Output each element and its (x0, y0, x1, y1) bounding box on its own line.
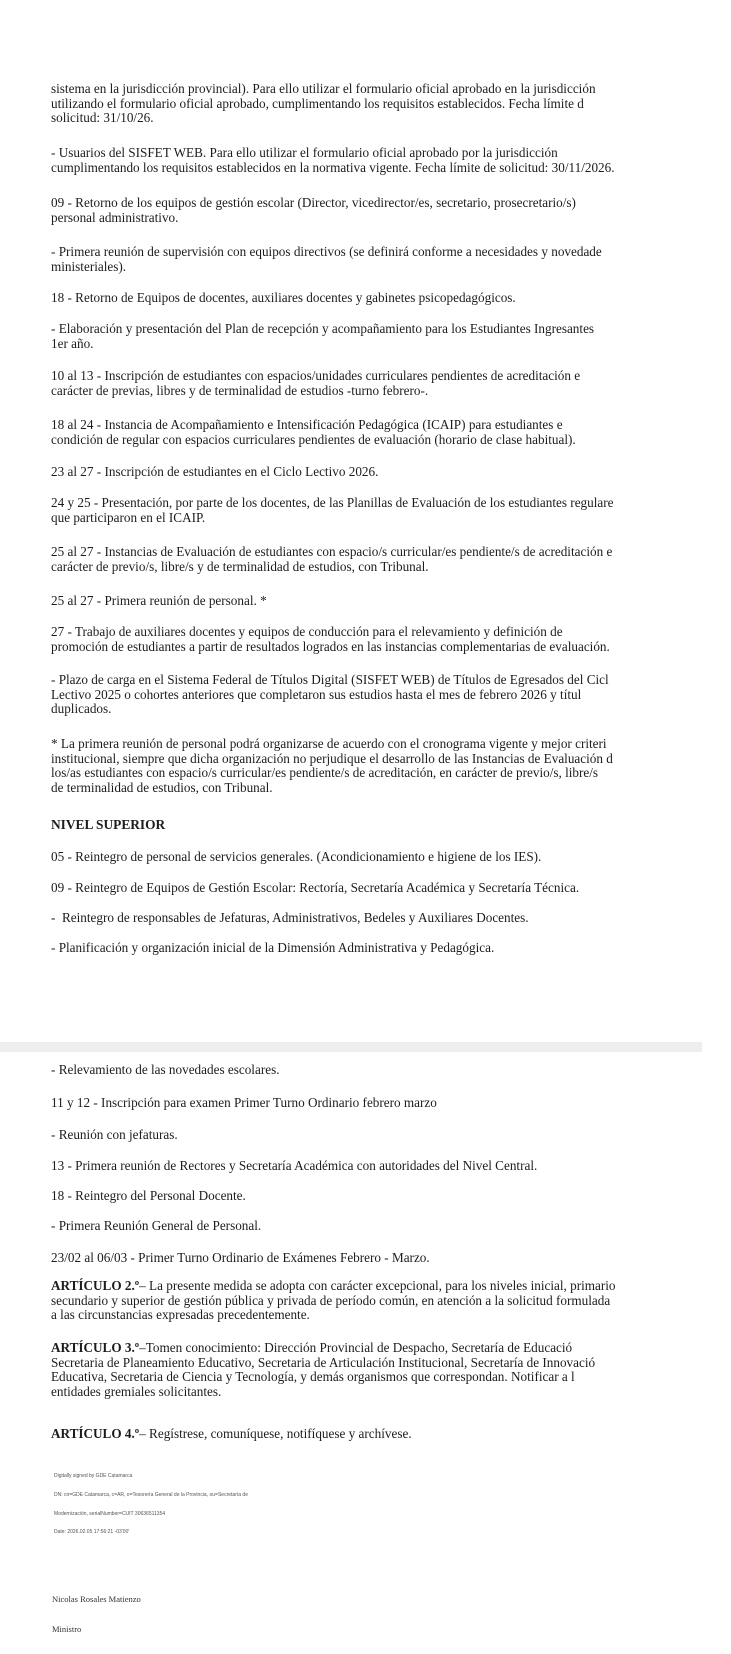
superior-item: 11 y 12 - Inscripción para examen Primer Turno Ordinario febrero marzo (51, 1095, 437, 1110)
superior-item: 23/02 al 06/03 - Primer Turno Ordinario de Exámenes Febrero - Marzo. (51, 1250, 430, 1265)
paragraph-nota-reunion: * La primera reunión de personal podrá organizarse de acuerdo con el cronograma vigente y mejor criteri institucional, siempre que dicha organización no perjudique el desarrollo de las Instancias de Evaluación d los/as estudiantes con espacio/s curricular/es pendiente/s de acreditación, en carácter de previo/s, libre/s de terminalidad de estudios, con Tribunal. (51, 736, 613, 795)
paragraph-inscripcion-previas: 10 al 13 - Inscripción de estudiantes con espacios/unidades curriculares pendientes de acreditación e carácter de previas, libres y de terminalidad de estudios -turno febrero-. (51, 368, 581, 398)
article-4 (51, 1427, 731, 1442)
article-2-label: ARTÍCULO 2.º (51, 1278, 140, 1293)
superior-item: 18 - Reintegro del Personal Docente. (51, 1188, 246, 1203)
paragraph-usuarios-sisfet: - Usuarios del SISFET WEB. Para ello utilizar el formulario oficial aprobado por la jurisdicción cumplimentando los requisitos establecidos en la normativa vigente. Fecha límite de solicitud: 30/11/2026. (51, 145, 615, 175)
paragraph-retorno-docentes: 18 - Retorno de Equipos de docentes, auxiliares docentes y gabinetes psicopedagógicos. (51, 290, 516, 305)
paragraph-solicitud-jurisdiccion: sistema en la jurisdicción provincial). Para ello utilizar el formulario oficial aprobado en la jurisdicción utilizando el formulario oficial aprobado, cumplimentando los requisitos establecidos. Fecha límite d solicitud: 31/10/26. (51, 81, 596, 126)
superior-item: - Reintegro de responsables de Jefaturas, Administrativos, Bedeles y Auxiliares Docentes. (51, 910, 529, 925)
superior-item: 13 - Primera reunión de Rectores y Secretaría Académica con autoridades del Nivel Central. (51, 1158, 538, 1173)
signer-block (52, 1574, 141, 1654)
signature-line: DN: cn=GDE Catamarca, c=AR, o=Tesorería General de la Provincia, ou=Secretaría de (54, 1492, 248, 1499)
article-2-text: – La presente medida se adopta con carácter excepcional, para los niveles inicial, primario secundario y superior de gestión pública y privada de período común, en atención a la solicitud formulada a las circunstancias expresadas precedentemente. (51, 1278, 616, 1323)
paragraph-retorno-gestion: 09 - Retorno de los equipos de gestión escolar (Director, vicedirector/es, secretario, prosecretario/s) personal administrativo. (51, 195, 576, 225)
paragraph-reunion-supervision: - Primera reunión de supervisión con equipos directivos (se definirá conforme a necesidades y novedade ministeriales). (51, 244, 602, 274)
superior-item: - Reunión con jefaturas. (51, 1127, 178, 1142)
paragraph-reunion-personal: 25 al 27 - Primera reunión de personal. * (51, 593, 267, 608)
page-separator (0, 1042, 702, 1052)
signature-line: Modernización, serialNumber=CUIT 30636511354 (54, 1510, 166, 1517)
article-2 (51, 1279, 731, 1323)
paragraph-planillas-evaluacion: 24 y 25 - Presentación, por parte de los docentes, de las Planillas de Evaluación de los estudiantes regulare que participaron en el ICAIP. (51, 495, 614, 525)
paragraph-plazo-carga: - Plazo de carga en el Sistema Federal de Títulos Digital (SISFET WEB) de Títulos de Egresados del Cicl Lectivo 2025 o cohortes anteriores que completaron sus estudios hasta el mes de febrero 2026 y títul duplicados. (51, 672, 609, 717)
superior-item: - Planificación y organización inicial de la Dimensión Administrativa y Pedagógica. (51, 940, 495, 955)
signature-line: Digitally signed by GDE Catamarca (54, 1473, 133, 1480)
article-3 (51, 1341, 731, 1399)
heading-nivel-superior: NIVEL SUPERIOR (51, 817, 166, 832)
article-3-label: ARTÍCULO 3.º (51, 1340, 140, 1355)
digital-signature-stamp (54, 1461, 248, 1548)
paragraph-inscripcion-ciclo: 23 al 27 - Inscripción de estudiantes en el Ciclo Lectivo 2026. (51, 464, 379, 479)
article-3-text: –Tomen conocimiento: Dirección Provincial de Despacho, Secretaría de Educació Secretaria de Planeamiento Educativo, Secretaria de Articulación Institucional, Secretaría de Innovació Educativa, Secretaria de Ciencia y Tecnología, y demás organismos que correspondan. Notificar a l entidades gremiales solicitantes. (51, 1340, 596, 1399)
signature-line: Date: 2026.02.05 17:56:21 -03'00' (54, 1529, 130, 1536)
article-4-text: – Regístrese, comuníquese, notifíquese y archívese. (139, 1426, 412, 1441)
paragraph-icaip: 18 al 24 - Instancia de Acompañamiento e Intensificación Pedagógica (ICAIP) para estudiantes e condición de regular con espacios curriculares pendientes de evaluación (horario de clase habitual). (51, 417, 576, 447)
document-page-2 (0, 1052, 702, 1634)
signer-name: Nicolas Rosales Matienzo (52, 1594, 141, 1604)
paragraph-instancias-evaluacion: 25 al 27 - Instancias de Evaluación de estudiantes con espacio/s curricular/es pendiente/s de acreditación e carácter de previo/s, libre/s y de terminalidad de estudios, con Tribunal. (51, 544, 613, 574)
article-4-label: ARTÍCULO 4.º (51, 1426, 140, 1441)
signer-title: Ministro (52, 1624, 82, 1634)
superior-item: - Relevamiento de las novedades escolares. (51, 1062, 280, 1077)
superior-item: 09 - Reintegro de Equipos de Gestión Escolar: Rectoría, Secretaría Académica y Secretaría Técnica. (51, 880, 580, 895)
paragraph-plan-recepcion: - Elaboración y presentación del Plan de recepción y acompañamiento para los Estudiantes Ingresantes 1er año. (51, 321, 595, 351)
paragraph-trabajo-auxiliares: 27 - Trabajo de auxiliares docentes y equipos de conducción para el relevamiento y definición de promoción de estudiantes a partir de resultados logrados en las instancias complementarias de evaluación. (51, 624, 610, 654)
superior-item: - Primera Reunión General de Personal. (51, 1218, 262, 1233)
superior-item: 05 - Reintegro de personal de servicios generales. (Acondicionamiento e higiene de los IES). (51, 849, 542, 864)
